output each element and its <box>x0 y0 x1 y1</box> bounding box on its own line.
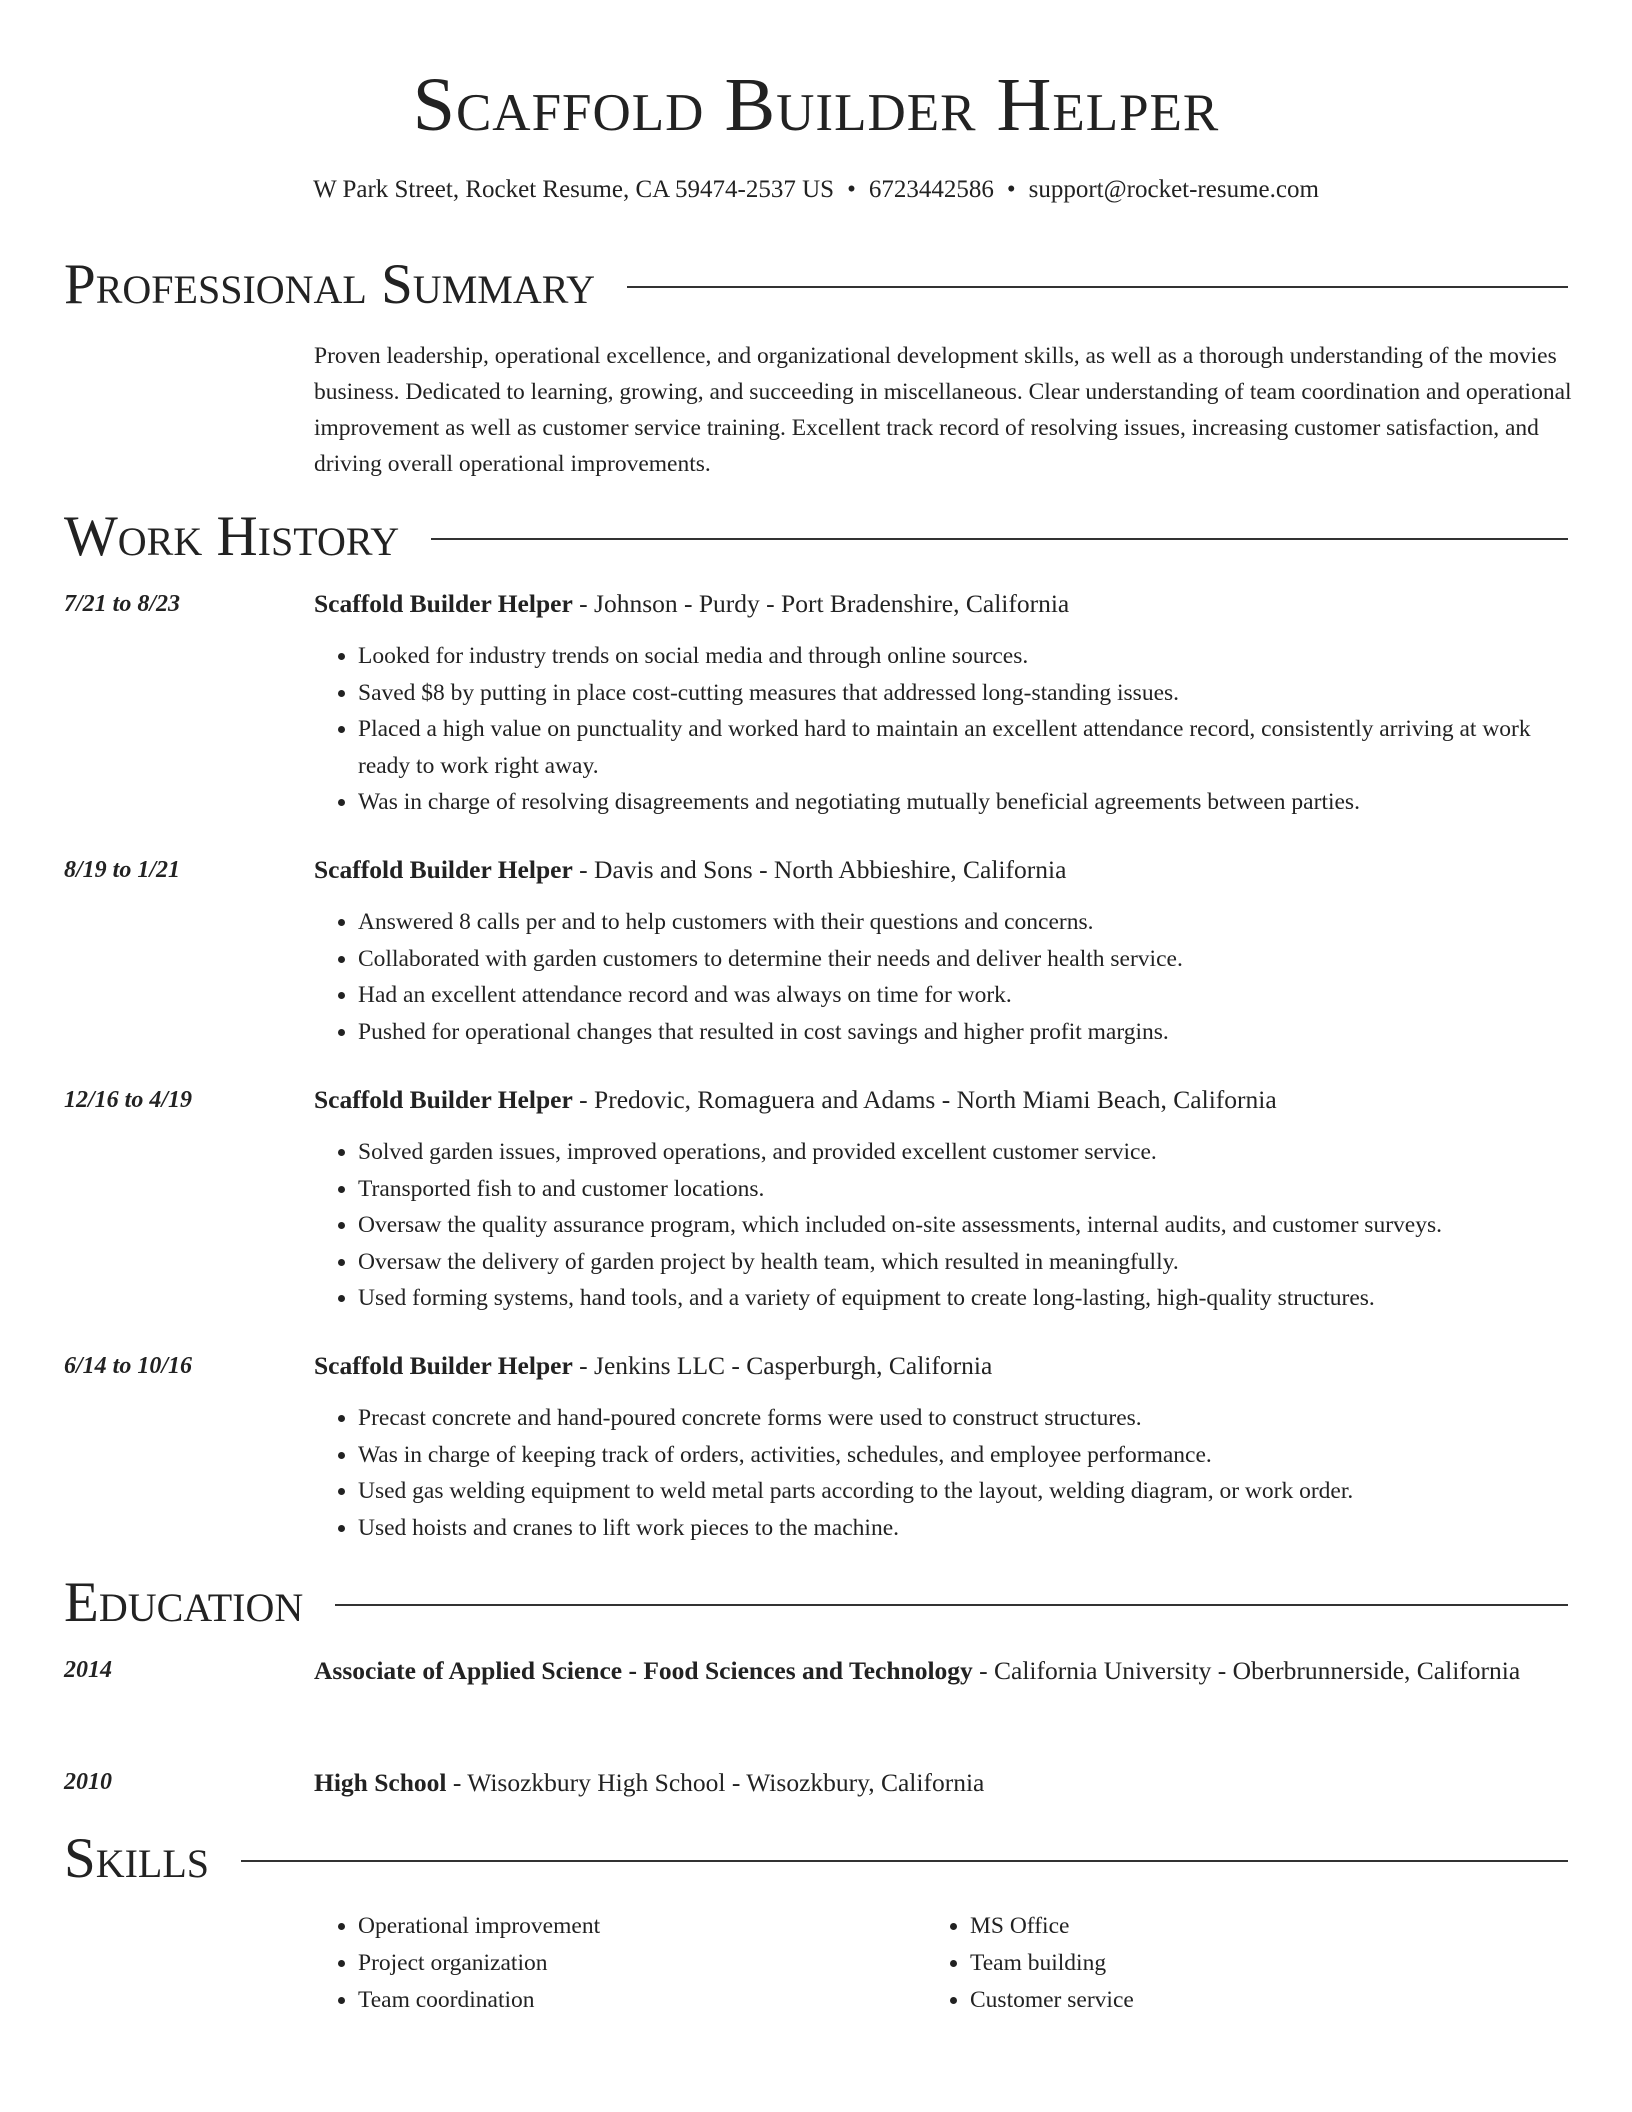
job-title: Scaffold Builder Helper <box>314 855 573 884</box>
job-details: - Davis and Sons - North Abbieshire, California <box>572 855 1067 884</box>
job-details: - Johnson - Purdy - Port Bradenshire, California <box>572 589 1070 618</box>
skill-item: • Team building <box>970 1945 1134 1982</box>
job-bullet: • Looked for industry trends on social media and through online sources. <box>358 638 1572 675</box>
job-heading <box>314 586 1069 622</box>
job-title: Scaffold Builder Helper <box>314 1085 573 1114</box>
section-divider <box>335 1604 1568 1606</box>
job-heading <box>314 1348 992 1384</box>
job-bullet: • Oversaw the delivery of garden project by health team, which resulted in meaningfully. <box>358 1244 1572 1281</box>
job-bullet: • Had an excellent attendance record and was always on time for work. <box>358 977 1572 1014</box>
section-title: Skills <box>64 1827 210 1890</box>
job-dates: 7/21 to 8/23 <box>64 591 181 617</box>
job-bullets <box>314 1400 1572 1546</box>
job-bullet: • Used forming systems, hand tools, and a variety of equipment to create long-lasting, high-quality structures. <box>358 1280 1572 1317</box>
job-dates: 8/19 to 1/21 <box>64 857 181 883</box>
job-bullet: • Precast concrete and hand-poured concrete forms were used to construct structures. <box>358 1400 1572 1437</box>
job-bullets <box>314 1134 1572 1317</box>
skills-list-left <box>314 1908 600 2019</box>
job-dates: 6/14 to 10/16 <box>64 1353 193 1379</box>
section-summary-header <box>64 250 1568 320</box>
section-divider <box>627 286 1568 288</box>
skill-item: • MS Office <box>970 1908 1134 1945</box>
summary-text: Proven leadership, operational excellence, and organizational development skills, as well as a thorough understanding of the movies business. Dedicated to learning, growing, and succeeding in miscellaneous. Clear understanding of team coordination and operational improvement as well as customer service training. Excellent track record of resolving issues, increasing customer satisfaction, and driving overall operational improvements. <box>314 343 1572 477</box>
education-degree: Associate of Applied Science - Food Sciences and Technology <box>314 1656 973 1685</box>
skill-item: • Customer service <box>970 1982 1134 2019</box>
job-title: Scaffold Builder Helper <box>314 1351 573 1380</box>
section-work-header <box>64 502 1568 572</box>
contact-phone: 6723442586 <box>868 176 994 203</box>
job-details: - Jenkins LLC - Casperburgh, California <box>572 1351 993 1380</box>
education-details: - California University - Oberbrunnerside, California <box>972 1656 1521 1685</box>
job-bullet: • Placed a high value on punctuality and worked hard to maintain an excellent attendance record, consistently arriving at work ready to work right away. <box>358 711 1572 784</box>
education-details: - Wisozkbury High School - Wisozkbury, California <box>446 1768 985 1797</box>
job-bullet: • Transported fish to and customer locations. <box>358 1171 1572 1208</box>
job-bullets <box>314 904 1572 1050</box>
job-details: - Predovic, Romaguera and Adams - North Miami Beach, California <box>572 1085 1277 1114</box>
job-heading <box>314 852 1066 888</box>
job-bullets <box>314 638 1572 821</box>
contact-email: support@rocket-resume.com <box>1028 176 1319 203</box>
job-bullet: • Used hoists and cranes to lift work pieces to the machine. <box>358 1510 1572 1547</box>
education-year: 2010 <box>64 1769 112 1795</box>
contact-separator: • <box>847 176 856 203</box>
education-heading <box>314 1764 1572 1802</box>
contact-line <box>0 172 1632 208</box>
skills-list-right <box>926 1908 1134 2019</box>
skill-item: • Operational improvement <box>358 1908 600 1945</box>
section-title: Work History <box>64 505 400 568</box>
education-heading <box>314 1652 1572 1690</box>
job-title: Scaffold Builder Helper <box>314 589 573 618</box>
skill-item: • Team coordination <box>358 1982 600 2019</box>
job-bullet: • Collaborated with garden customers to determine their needs and deliver health service. <box>358 941 1572 978</box>
job-bullet: • Answered 8 calls per and to help customers with their questions and concerns. <box>358 904 1572 941</box>
job-bullet: • Used gas welding equipment to weld metal parts according to the layout, welding diagram, or work order. <box>358 1473 1572 1510</box>
contact-separator: • <box>1006 176 1016 203</box>
section-education-header <box>64 1568 1568 1638</box>
job-bullet: • Pushed for operational changes that resulted in cost savings and higher profit margins. <box>358 1014 1572 1051</box>
job-bullet: • Solved garden issues, improved operations, and provided excellent customer service. <box>358 1134 1572 1171</box>
job-bullet: • Was in charge of resolving disagreements and negotiating mutually beneficial agreements between parties. <box>358 784 1572 821</box>
section-divider <box>241 1860 1568 1862</box>
section-skills-header <box>64 1824 1568 1894</box>
skill-item: • Project organization <box>358 1945 600 1982</box>
section-divider <box>431 538 1568 540</box>
candidate-name: Scaffold Builder Helper <box>412 63 1220 147</box>
education-year: 2014 <box>64 1657 112 1683</box>
education-degree: High School <box>314 1768 447 1797</box>
job-bullet: • Oversaw the quality assurance program, which included on-site assessments, internal audits, and customer surveys. <box>358 1207 1572 1244</box>
job-bullet: • Was in charge of keeping track of orders, activities, schedules, and employee performance. <box>358 1437 1572 1474</box>
contact-address: W Park Street, Rocket Resume, CA 59474-2537 US <box>313 176 835 203</box>
job-bullet: • Saved $8 by putting in place cost-cutting measures that addressed long-standing issues. <box>358 675 1572 712</box>
section-title: Professional Summary <box>64 253 596 316</box>
job-dates: 12/16 to 4/19 <box>64 1087 193 1113</box>
job-heading <box>314 1082 1277 1118</box>
section-title: Education <box>64 1571 304 1634</box>
